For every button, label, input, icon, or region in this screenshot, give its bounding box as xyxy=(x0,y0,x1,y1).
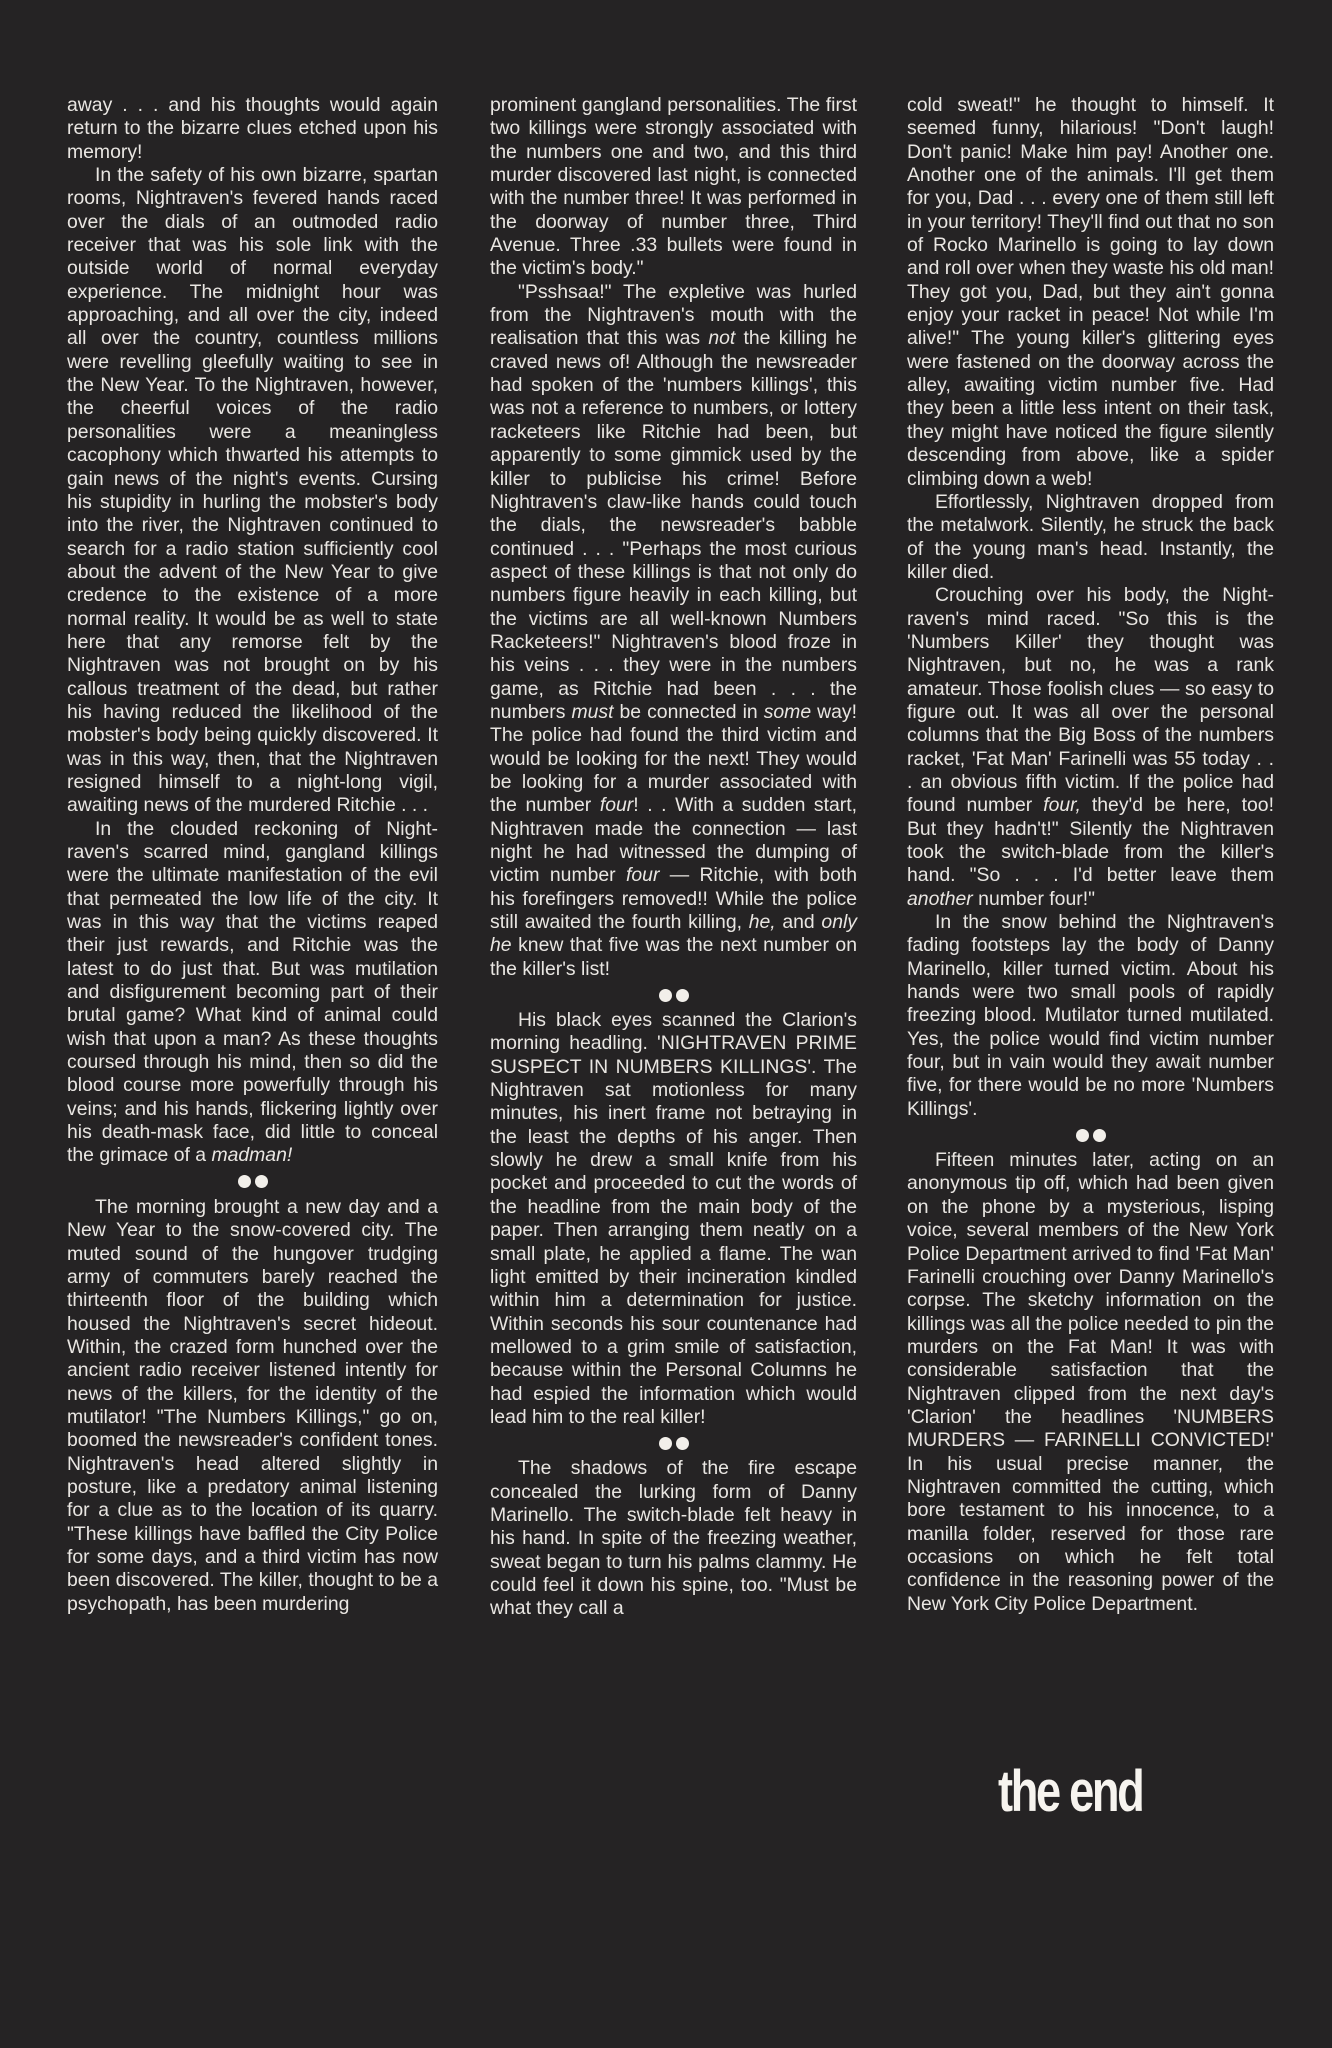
paragraph: In the snow behind the Nightraven's fading footsteps lay the body of Danny Marinello, killer turned victim. About his hands were two small pools of rapidly freezing blood. Mutilator turned mutilated. Yes, the police would find victim number four, but in vain would they await number five, for there would be no more 'Numbers Killings'. xyxy=(907,911,1274,1120)
paragraph: Fifteen minutes later, acting on an anonymous tip off, which had been given on the phone by a mysterious, lisping voice, several members of the New York Police Department arrived to find 'Fat Man' Farinelli crouching over Danny Marinello's corpse. The sketchy information on the killings was all the police needed to pin the murders on the Fat Man! It was with considerable satisfaction that the Nightraven clipped from the next day's 'Clarion' the headlines 'NUMBERS MURDERS — FARINELLI CONVICTED!' In his usual precise manner, the Nightraven committed the cutting, which bore testament to his innocence, to a manilla folder, reserved for those rare occasions on which he felt total confidence in the reasoning power of the New York City Police Department. xyxy=(907,1149,1274,1615)
paragraph: In the safety of his own bizarre, spartan rooms, Nightraven's fevered hands raced over the dials of an outmoded radio receiver that was his sole link with the outside world of normal everyday experience. The midnight hour was approaching, and all over the city, indeed all over the country, countless millions were revelling gleefully waiting to see in the New Year. To the Nightraven, however, the cheerful voices of the radio personalities were a meaningless cacophony which thwarted his attempts to gain news of the night's events. Cursing his stupidity in hurling the mobster's body into the river, the Nightraven continued to search for a radio station sufficiently cool about the advent of the New Year to give credence to the existence of a more normal reality. It would be as well to state here that any remorse felt by the Nightraven was not brought on by his callous treatment of the dead, but rather his having reduced the likelihood of the mobster's body being quickly discovered. It was in this way, then, that the Nightraven resigned himself to a night-long vigil, awaiting news of the murdered Ritchie . . . xyxy=(67,164,438,817)
bullet-dot-icon xyxy=(255,1175,268,1188)
paragraph: cold sweat!" he thought to himself. It seemed funny, hilarious! "Don't laugh! Don't panic! Make him pay! Another one. Another one of the animals. I'll get them for you, Dad . . . every one of them still left in your territory! They'll find out that no son of Rocko Marinello is going to lay down and roll over when they waste his old man! They got you, Dad, but they ain't gonna enjoy your racket in peace! Not while I'm alive!" The young killer's glittering eyes were fastened on the doorway across the alley, awaiting victim number five. Had they been a little less intent on their task, they might have noticed the figure silently descending from above, like a spider climbing down a web! xyxy=(907,94,1274,490)
bullet-dot-icon xyxy=(659,1437,672,1450)
paragraph: Crouching over his body, the Nightraven's mind raced. "So this is the 'Numbers Killer' they thought was Nightraven, but no, he was a rank amateur. Those foolish clues — so easy to figure out. It was all over the personal columns that the Big Boss of the numbers racket, 'Fat Man' Farinelli was 55 today . . . an obvious fifth victim. If the police had found number four, they'd be here, too! But they hadn't!" Silently the Nightraven took the switch-blade from the killer's hand. "So . . . I'd better leave them another number four!" xyxy=(907,584,1274,910)
text-column-2 xyxy=(490,94,857,1621)
section-separator xyxy=(907,1121,1274,1149)
bullet-dot-icon xyxy=(1076,1129,1089,1142)
paragraph: Effortlessly, Nightraven dropped from the metalwork. Silently, he struck the back of the young man's head. Instantly, the killer died. xyxy=(907,490,1274,583)
the-end-title: the end xyxy=(998,1759,1143,1824)
bullet-dot-icon xyxy=(659,989,672,1002)
paragraph: "Psshsaa!" The expletive was hurled from the Nightraven's mouth with the realisation that this was not the killing he craved news of! Although the newsreader had spoken of the 'numbers killings', this was not a reference to numbers, or lottery racketeers like Ritchie had been, but apparently to some gimmick used by the killer to publicise his crime! Before Nightraven's claw-like hands could touch the dials, the newsreader's babble continued . . . "Perhaps the most curious aspect of these killings is that not only do numbers figure heavily in each killing, but the victims are all well-known Numbers Racketeers!" Nightraven's blood froze in his veins . . . they were in the numbers game, as Ritchie had been . . . the numbers must be connected in some way! The police had found the third victim and would be looking for the next! They would be looking for a murder associated with the number four! . . With a sudden start, Nightraven made the connection — last night he had witnessed the dumping of victim number four — Ritchie, with both his forefingers removed!! While the police still awaited the fourth killing, he, and only he knew that five was the next number on the killer's list! xyxy=(490,280,858,980)
paragraph: The shadows of the fire escape concealed the lurking form of Danny Marinello. The switch-blade felt heavy in his hand. In spite of the freezing weather, sweat began to turn his palms clammy. He could feel it down his spine, too. "Must be what they call a xyxy=(490,1457,857,1620)
paragraph: His black eyes scanned the Clarion's morning headling. 'NIGHTRAVEN PRIME SUSPECT IN NUMBERS KILLINGS'. The Nightraven sat motionless for many minutes, his inert frame not betraying in the least the depths of his anger. Then slowly he drew a small knife from his pocket and proceeded to cut the words of the headline from the main body of the paper. Then arranging them neatly on a small plate, he applied a flame. The wan light emitted by their incineration kindled within him a determination for justice. Within seconds his sour countenance had mellowed to a grim smile of satisfaction, because within the Personal Columns he had espied the information which would lead him to the real killer! xyxy=(490,1009,857,1428)
bullet-dot-icon xyxy=(238,1175,251,1188)
paragraph: The morning brought a new day and a New Year to the snow-covered city. The muted sound of the hungover trudging army of commuters barely reached the thirteenth floor of the building which housed the Nightraven's secret hideout. Within, the crazed form hunched over the ancient radio receiver listened intently for news of the killers, for the identity of the mutilator! "The Numbers Killings," go on, boomed the newsreader's confident tones. Nightraven's head altered slightly in posture, like a predatory animal listening for a clue as to the location of its quarry. "These killings have baffled the City Police for some days, and a third victim has now been discovered. The killer, thought to be a psychopath, has been murdering xyxy=(67,1195,438,1615)
section-separator xyxy=(490,981,857,1009)
bullet-dot-icon xyxy=(1093,1129,1106,1142)
text-column-1 xyxy=(67,94,438,1616)
paragraph: away . . . and his thoughts would again return to the bizarre clues etched upon his memory! xyxy=(67,94,438,163)
text-column-3 xyxy=(907,94,1274,1616)
bullet-dot-icon xyxy=(676,1437,689,1450)
paragraph: In the clouded reckoning of Nightraven's scarred mind, gangland killings were the ultimate manifestation of the evil that permeated the low life of the city. It was in this way that the victims reaped their just rewards, and Ritchie was the latest to do just that. But was mutilation and disfigurement becoming part of their brutal game? What kind of animal could wish that upon a man? As these thoughts coursed through his mind, then so did the blood course more powerfully through his veins; and his hands, flickering lightly over his death-mask face, did little to conceal the grimace of a madman! xyxy=(67,817,438,1167)
paragraph: prominent gangland personalities. The first two killings were strongly associated with the numbers one and two, and this third murder discovered last night, is connected with the number three! It was performed in the doorway of number three, Third Avenue. Three .33 bullets were found in the victim's body." xyxy=(490,94,857,280)
bullet-dot-icon xyxy=(676,989,689,1002)
section-separator xyxy=(490,1429,857,1457)
section-separator xyxy=(67,1168,438,1196)
